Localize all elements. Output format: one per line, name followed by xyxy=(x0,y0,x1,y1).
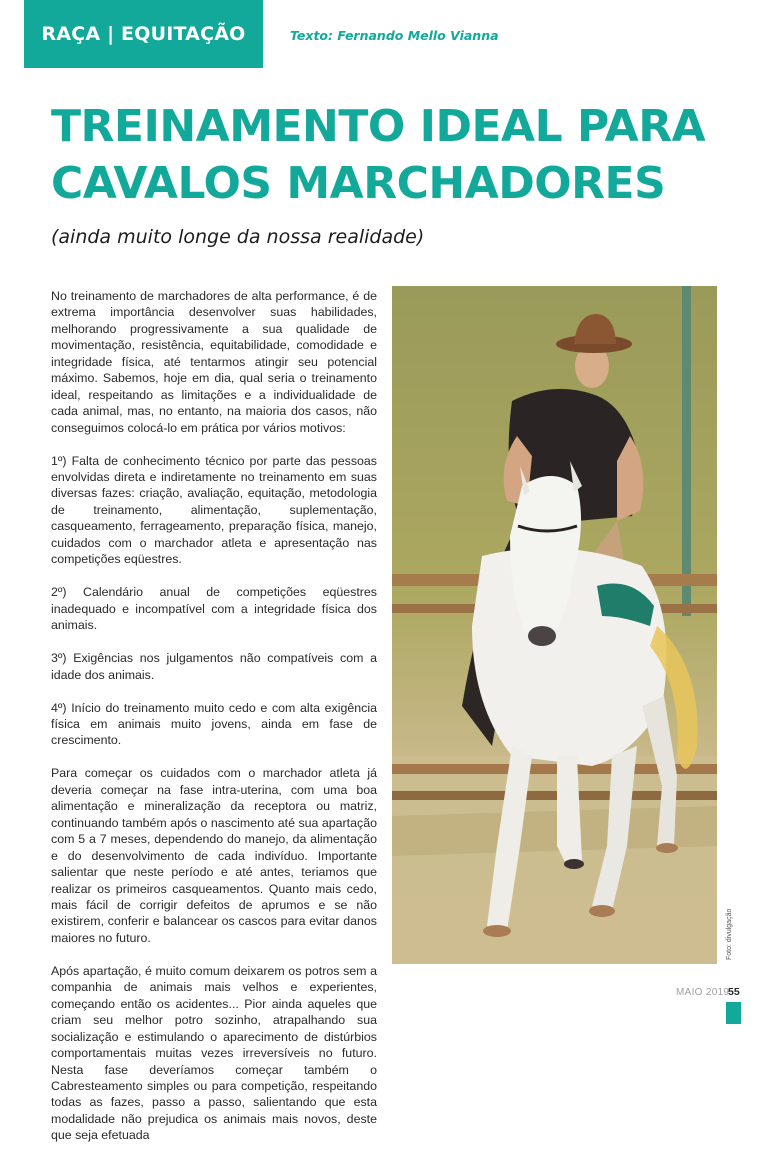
paragraph-intro: No treinamento de marchadores de alta performance, é de extrema importância desenvolver suas habilidades, melhorando progressivamente a sua qualidade de movimentação, resistência, equitabilidade, comodidade e integridade física, até tentarmos atingir seu potencial máximo. Sabemos, hoje em dia, qual seria o treinamento ideal, respeitando as limitações e a individualidade de cada animal, mas, no entanto, na maioria dos casos, não conseguimos colocá-lo em prática por vários motivos: xyxy=(51,289,377,435)
footer-accent-bar xyxy=(726,1002,741,1024)
paragraph-care: Para começar os cuidados com o marchador atleta já deveria começar na fase intra-uterina, com uma boa alimentação e mineralização da receptora ou matriz, continuando também após o nascimento até sua apartação com 5 a 7 meses, dependendo do manejo, da alimentação e do desenvolvimento de cada indivíduo. Importante salientar que neste período e até antes, teriamos que realizar os primeiros casqueamentos. Quanto mais cedo, mais fácil de corrigir defeitos de aprumos e se não existirem, conferir e balancear os cascos para evitar danos maiores no futuro. xyxy=(51,766,377,945)
rider-horse-photo xyxy=(392,286,717,964)
section-label: RAÇA | EQUITAÇÃO xyxy=(41,23,246,45)
title-line-1: TREINAMENTO IDEAL PARA xyxy=(51,101,706,152)
footer-issue-date: MAIO 2019 xyxy=(676,987,730,998)
byline: Texto: Fernando Mello Vianna xyxy=(290,28,499,43)
paragraph-item-2: 2º) Calendário anual de competições eqüestres inadequado e incompatível com a integridade física dos animais. xyxy=(51,585,377,633)
paragraph-item-1: 1º) Falta de conhecimento técnico por parte das pessoas envolvidas direta e indiretamente no treinamento em suas diversas fazes: criação, avaliação, equitação, metodologia de treinamento, alimentação, suplementação, casqueamento, ferrageamento, preparação física, manejo, cuidados com o marchador atleta e apresentação nas competições eqüestres. xyxy=(51,453,377,567)
article-subtitle: (ainda muito longe da nossa realidade) xyxy=(51,226,425,248)
paragraph-weaning: Após apartação, é muito comum deixarem os potros sem a companhia de animais mais velhos e experientes, começando então os acidentes... Pior ainda aqueles que criam seu melhor potro sozinho, atrapalhando sua socialização e estimulando o aparecimento de distúrbios comportamentais muitas vezes irreversíveis no futuro. Nesta fase deveríamos começar também o Cabresteamento simples ou para competição, respeitando todas as fazes, passo a passo, salientando que esta modalidade não prejudica os animais mais novos, deste que seja efetuada xyxy=(51,963,377,1143)
photo-credit-text: Foto: divulgação xyxy=(726,908,733,960)
paragraph-item-3: 3º) Exigências nos julgamentos não compatíveis com a idade dos animais. xyxy=(51,651,377,682)
page-number: 55 xyxy=(728,986,740,998)
section-tab xyxy=(24,0,263,68)
title-line-2: CAVALOS MARCHADORES xyxy=(51,158,666,209)
paragraph-item-4: 4º) Início do treinamento muito cedo e com alta exigência física em animais muito jovens, ainda em fase de crescimento. xyxy=(51,700,377,748)
article-body xyxy=(51,288,377,1160)
article-title xyxy=(51,98,731,212)
photo-credit xyxy=(724,900,738,960)
photo-illustration xyxy=(392,286,717,964)
